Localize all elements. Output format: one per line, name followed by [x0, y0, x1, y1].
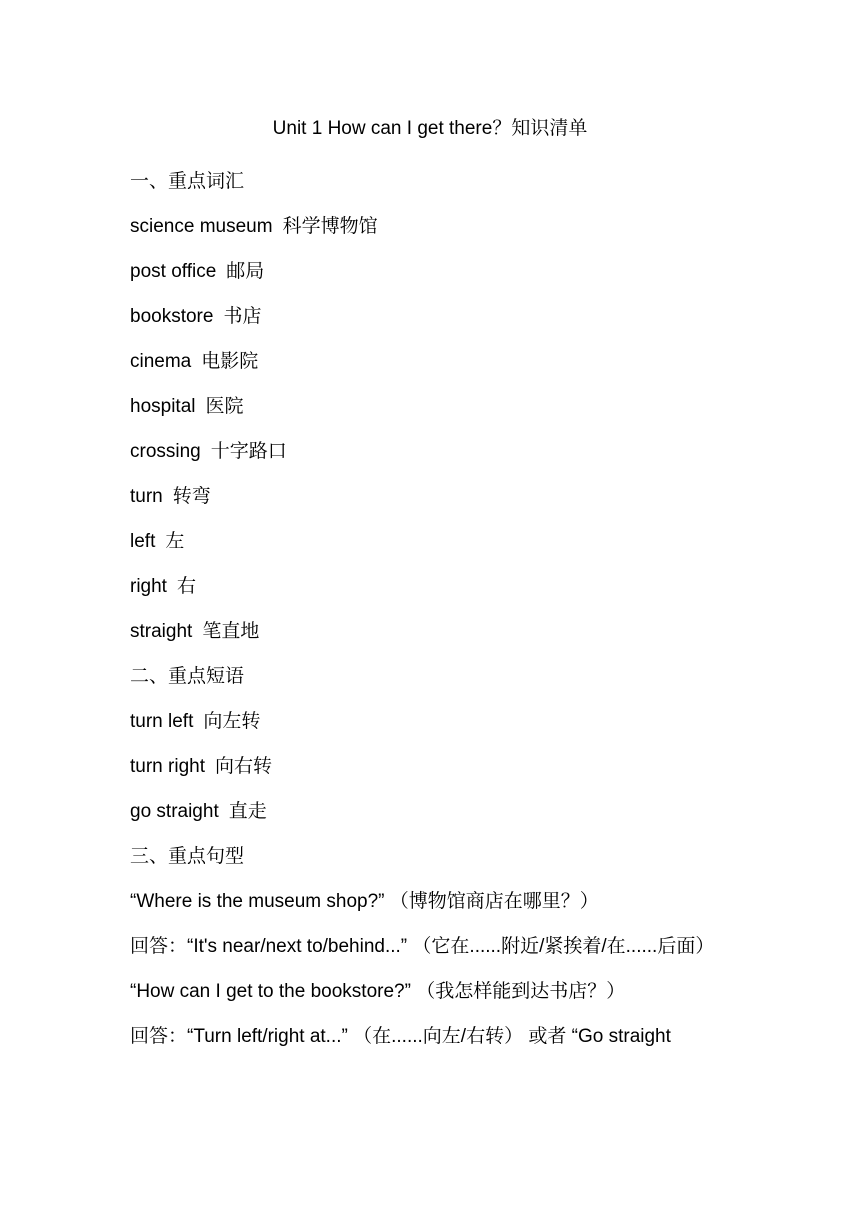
vocab-item — [130, 429, 740, 474]
page-title: Unit 1 How can I get there？知识清单 — [272, 118, 588, 139]
section-heading-sentences: 三、重点句型 — [130, 846, 245, 867]
phrase-item — [130, 744, 740, 789]
vocab-item — [130, 339, 740, 384]
phrase-item — [130, 789, 740, 834]
vocab-en: post office — [130, 261, 217, 282]
vocab-zh: 十字路口 — [210, 441, 287, 462]
vocab-item — [130, 474, 740, 519]
vocab-en: bookstore — [130, 306, 214, 327]
vocab-item — [130, 204, 740, 249]
vocab-zh: 转弯 — [172, 486, 211, 507]
vocab-zh: 医院 — [205, 396, 244, 417]
vocab-en: turn — [130, 486, 163, 507]
phrase-en: turn left — [130, 711, 194, 732]
vocab-en: science museum — [130, 216, 273, 237]
section-heading-phrases: 二、重点短语 — [130, 666, 245, 687]
vocab-zh: 书店 — [223, 306, 262, 327]
vocab-item — [130, 609, 740, 654]
vocab-zh: 笔直地 — [202, 621, 260, 642]
vocab-en: right — [130, 576, 167, 597]
phrase-en: go straight — [130, 801, 219, 822]
vocab-zh: 科学博物馆 — [282, 216, 378, 237]
section-heading-vocabulary: 一、重点词汇 — [130, 171, 245, 192]
vocab-zh: 左 — [165, 531, 185, 552]
vocab-en: cinema — [130, 351, 192, 372]
vocab-item — [130, 519, 740, 564]
sentence-item: “How can I get to the bookstore?” （我怎样能到达书店？） — [130, 981, 626, 1002]
phrase-item — [130, 699, 740, 744]
vocab-en: straight — [130, 621, 193, 642]
sentence-item: 回答：“Turn left/right at...” （在......向左/右转） 或者 “Go straight — [130, 1026, 671, 1047]
vocab-zh: 右 — [176, 576, 196, 597]
vocab-item — [130, 384, 740, 429]
vocab-zh: 电影院 — [201, 351, 259, 372]
phrase-zh: 直走 — [228, 801, 267, 822]
vocab-en: hospital — [130, 396, 196, 417]
phrase-en: turn right — [130, 756, 205, 777]
phrase-zh: 向右转 — [214, 756, 272, 777]
vocab-en: crossing — [130, 441, 201, 462]
sentence-item: “Where is the museum shop?” （博物馆商店在哪里？） — [130, 891, 599, 912]
vocab-zh: 邮局 — [226, 261, 265, 282]
document-body — [130, 159, 740, 1059]
sentence-item: 回答：“It's near/next to/behind...” （它在......附近/紧挨着/在......后面） — [130, 936, 715, 957]
phrase-zh: 向左转 — [203, 711, 261, 732]
vocab-item — [130, 294, 740, 339]
vocab-item — [130, 564, 740, 609]
vocab-en: left — [130, 531, 156, 552]
vocab-item — [130, 249, 740, 294]
